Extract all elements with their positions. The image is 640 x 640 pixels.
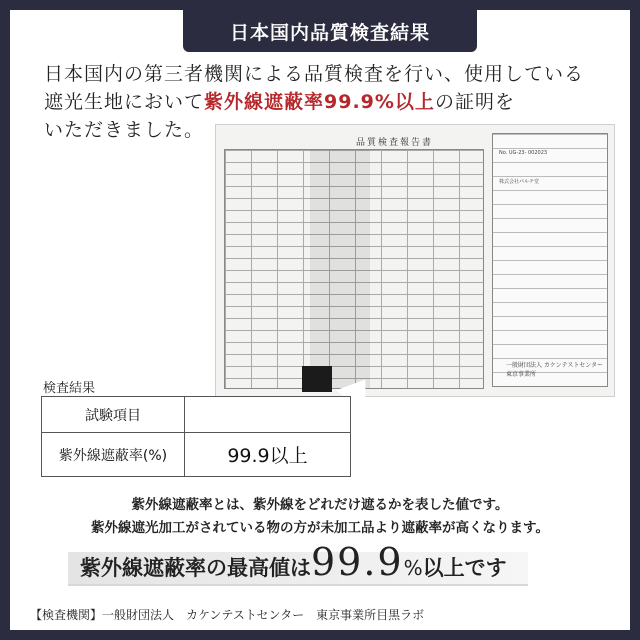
intro-line-2-after: の証明を	[434, 91, 515, 113]
summary-percent: %	[403, 556, 423, 580]
header-value-cell	[185, 397, 351, 433]
inspection-organization: 【検査機関】一般財団法人 カケンテストセンター 東京事業所目黒ラボ	[30, 608, 425, 622]
header-item-cell: 試験項目	[42, 397, 185, 433]
table-row	[42, 433, 351, 477]
summary-prefix: 紫外線遮蔽率の最高値は	[80, 556, 311, 580]
table-row	[42, 397, 351, 433]
inspection-report-image	[215, 124, 615, 397]
report-customer: 株式会社パルチ堂	[499, 179, 540, 185]
explanation-line-2: 紫外線遮光加工がされている物の方が未加工品より遮蔽率が高くなります。	[91, 520, 549, 536]
report-test-number: No. UG-23- 002023	[499, 150, 548, 156]
results-table	[41, 396, 351, 477]
report-side-panel	[492, 133, 608, 387]
uv-highlight: 紫外線遮蔽率99.9%以上	[204, 91, 435, 113]
explanation-text	[10, 494, 630, 540]
page-title: 日本国内品質検査結果	[183, 10, 477, 52]
report-issuer-line-1: 一般財団法人 カケンテストセンター	[506, 362, 603, 369]
fabric-swatch	[302, 366, 332, 392]
report-title: 品質検査報告書	[356, 138, 434, 148]
intro-line-2	[44, 88, 614, 116]
report-shaded-column	[310, 150, 370, 388]
report-issuer-line-2: 東京事業所	[506, 371, 537, 378]
intro-line-2-before: 遮光生地において	[44, 91, 205, 113]
summary-number: 99.9	[311, 540, 404, 584]
summary-statement	[80, 540, 640, 584]
report-grid	[224, 149, 484, 389]
info-card	[10, 10, 630, 630]
uv-value-cell: 99.9以上	[185, 433, 351, 477]
results-label: 検査結果	[43, 381, 96, 396]
explanation-line-1: 紫外線遮蔽率とは、紫外線をどれだけ遮るかを表した値です。	[131, 497, 509, 513]
uv-item-cell: 紫外線遮蔽率(%)	[42, 433, 185, 477]
intro-line-1: 日本国内の第三者機関による品質検査を行い、使用している	[44, 63, 585, 85]
report-issuer	[506, 361, 603, 379]
summary-suffix: 以上です	[422, 556, 507, 580]
intro-line-3: いただきました。	[44, 119, 205, 141]
